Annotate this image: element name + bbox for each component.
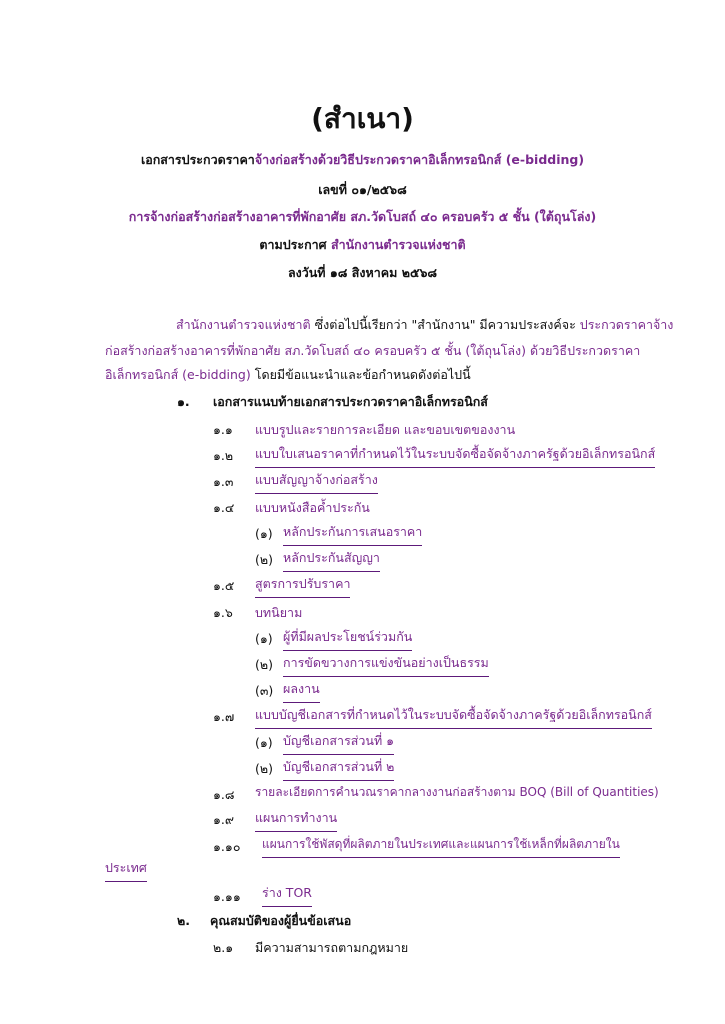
item-1-6-3-link[interactable]: ผลงาน [283,679,320,703]
item-1-1-text: แบบรูปและรายการละเอียด และขอบเขตของงาน [255,422,516,437]
item-1-4-1-link[interactable]: หลักประกันการเสนอราคา [283,522,422,546]
announcement-prefix: ตามประกาศ [259,237,327,252]
item-1-10-link[interactable]: แผนการใช้พัสดุที่ผลิตภายในประเทศและแผนการใช้เหล็กที่ผลิตภายใน [262,835,620,858]
intro-agency: สำนักงานตำรวจแห่งชาติ [176,317,311,332]
item-1-6-1-number: (๑) [255,631,273,646]
item-1-7-1-number: (๑) [255,735,273,750]
item-1-7-2-link[interactable]: บัญชีเอกสารส่วนที่ ๒ [283,757,394,781]
item-1-5-link[interactable]: สูตรการปรับราคา [255,574,350,598]
intro-project: ก่อสร้างก่อสร้างอาคารที่พักอาศัย สภ.วัดโบสถ์ ๔๐ ครอบครัว ๕ ชั้น (ใต้ถุนโล่ง) [105,343,526,358]
intro-line-3 [105,365,471,385]
item-1-4-number: ๑.๔ [213,500,235,515]
item-2-1-number: ๒.๑ [213,940,234,955]
item-1-4-1-number: (๑) [255,526,273,541]
item-1-8-number: ๑.๘ [213,787,235,802]
item-1-6-3-number: (๓) [255,683,274,698]
intro-procurement-type: ประกวดราคาจ้าง [579,317,674,332]
item-1-7-2-number: (๒) [255,761,273,776]
item-1-7-1-link[interactable]: บัญชีเอกสารส่วนที่ ๑ [283,731,394,755]
item-1-11-link[interactable]: ร่าง TOR [262,883,312,907]
header-line-1-highlight: จ้างก่อสร้างด้วยวิธีประกวดราคาอิเล็กทรอนิกส์ [254,152,502,167]
item-2-1-text: มีความสามารถตามกฎหมาย [255,940,409,955]
item-1-11-number: ๑.๑๑ [213,889,241,904]
item-1-4-2-link[interactable]: หลักประกันสัญญา [283,548,380,572]
item-1-2-link[interactable]: แบบใบเสนอราคาที่กำหนดไว้ในระบบจัดซื้อจัดจ้างภาครัฐด้วยอิเล็กทรอนิกส์ [255,444,655,468]
document-title: (สำเนา) [311,102,414,135]
announcement-date: ลงวันที่ ๑๘ สิงหาคม ๒๕๖๘ [287,265,438,280]
header-line-1 [0,150,725,170]
item-1-6-text: บทนิยาม [255,605,303,620]
item-1-6-2-number: (๒) [255,657,273,672]
section-1-title: เอกสารแนบท้ายเอกสารประกวดราคาอิเล็กทรอนิกส์ [213,394,488,409]
item-1-10-continued[interactable]: ประเทศ [105,858,147,882]
intro-line-1 [176,315,673,335]
item-1-6-2-link[interactable]: การขัดขวางการแข่งขันอย่างเป็นธรรม [283,653,489,677]
item-1-1-number: ๑.๑ [213,422,233,437]
header-line-1-prefix: เอกสารประกวดราคา [140,152,255,167]
item-1-8-text: รายละเอียดการคำนวณราคากลางงานก่อสร้างตาม BOQ (Bill of Quantities) [255,785,659,799]
intro-method-cont: อิเล็กทรอนิกส์ (e-bidding) [105,367,251,382]
section-2-number: ๒. [177,913,190,928]
item-1-9-link[interactable]: แผนการทำงาน [255,808,337,832]
item-1-5-number: ๑.๕ [213,578,235,593]
document-number: เลขที่ ๐๑/๒๕๖๘ [318,182,407,197]
section-1-number: ๑. [177,394,190,409]
intro-method: ด้วยวิธีประกวดราคา [529,343,641,358]
item-1-6-number: ๑.๖ [213,605,233,620]
intro-line-2 [105,341,640,361]
announcement-line [0,235,725,255]
announcement-agency: สำนักงานตำรวจแห่งชาติ [330,237,466,252]
item-1-3-link[interactable]: แบบสัญญาจ้างก่อสร้าง [255,470,378,494]
project-title: การจ้างก่อสร้างก่อสร้างอาคารที่พักอาศัย สภ.วัดโบสถ์ ๔๐ ครอบครัว ๕ ชั้น (ใต้ถุนโล่ง) [128,209,597,224]
item-1-10-number: ๑.๑๐ [213,839,241,854]
header-line-1-suffix: (e-bidding) [505,152,585,167]
intro-text-3: โดยมีข้อแนะนำและข้อกำหนดดังต่อไปนี้ [254,367,471,382]
item-1-2-number: ๑.๒ [213,448,234,463]
item-1-4-text: แบบหนังสือค้ำประกัน [255,500,370,515]
item-1-7-link[interactable]: แบบบัญชีเอกสารที่กำหนดไว้ในระบบจัดซื้อจัดจ้างภาครัฐด้วยอิเล็กทรอนิกส์ [255,705,652,729]
item-1-7-number: ๑.๗ [213,709,235,724]
item-1-6-1-link[interactable]: ผู้ที่มีผลประโยชน์ร่วมกัน [283,627,412,651]
item-1-9-number: ๑.๙ [213,812,235,827]
intro-text-1: ซึ่งต่อไปนี้เรียกว่า "สำนักงาน" มีความประสงค์จะ [314,317,576,332]
item-1-4-2-number: (๒) [255,552,273,567]
item-1-3-number: ๑.๓ [213,474,234,489]
section-2-title: คุณสมบัติของผู้ยื่นข้อเสนอ [210,913,352,928]
